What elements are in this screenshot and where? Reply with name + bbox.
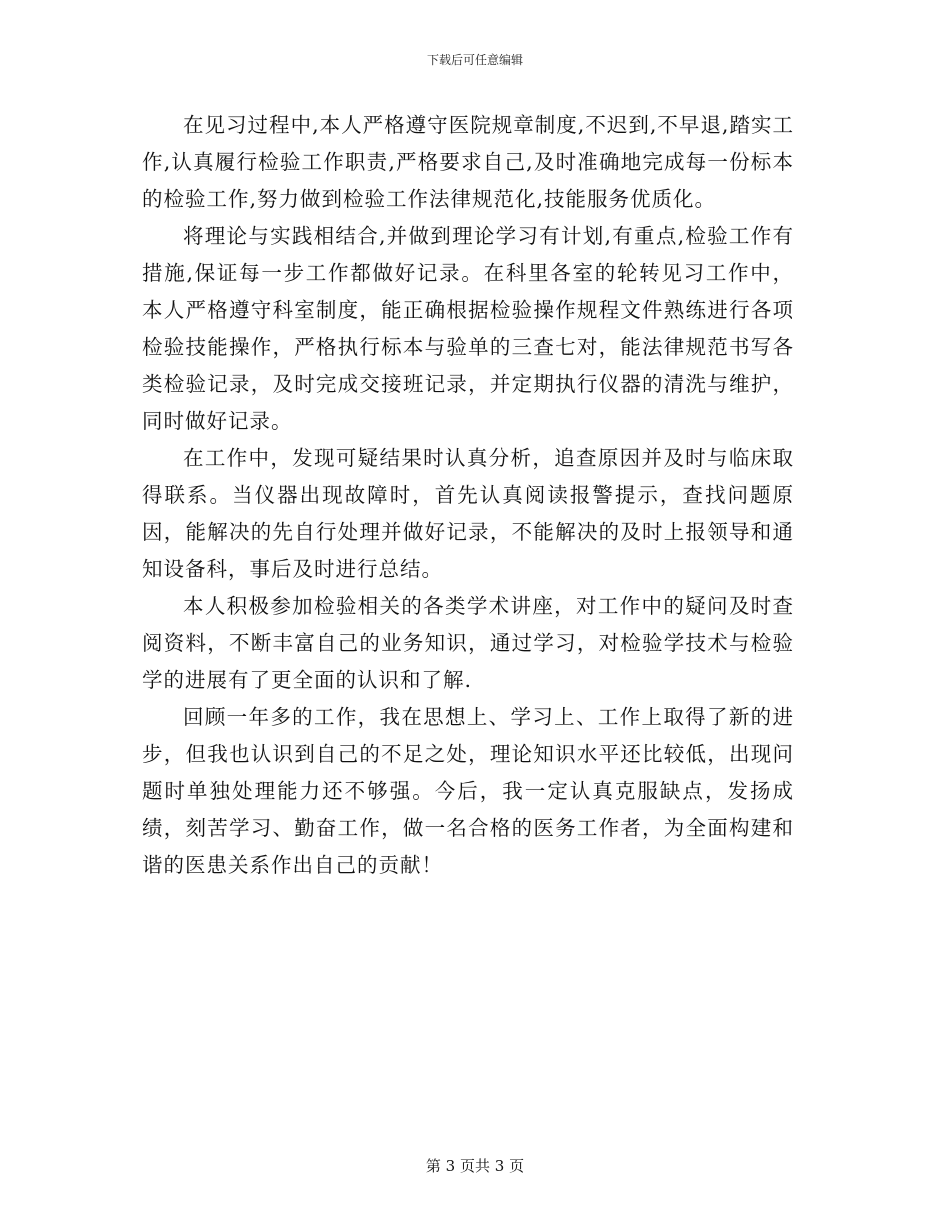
document-body [142,107,794,884]
paragraph-1: 在见习过程中,本人严格遵守医院规章制度,不迟到,不早退,踏实工作,认真履行检验工作职责,严格要求自己,及时准确地完成每一份标本的检验工作,努力做到检验工作法律规范化,技能服务优质化。 [142,113,794,211]
page-header: 下载后可任意编辑 [426,53,523,67]
paragraph-5: 回顾一年多的工作，我在思想上、学习上、工作上取得了新的进步，但我也认识到自己的不足之处，理论知识水平还比较低，出现问题时单独处理能力还不够强。今后，我一定认真克服缺点，发扬成绩，刻苦学习、勤奋工作，做一名合格的医务工作者，为全面构建和谐的医患关系作出自己的贡献！ [142,705,794,877]
paragraph-4: 本人积极参加检验相关的各类学术讲座，对工作中的疑问及时查阅资料，不断丰富自己的业务知识，通过学习，对检验学技术与检验学的进展有了更全面的认识和了解. [142,594,794,692]
paragraph-3: 在工作中，发现可疑结果时认真分析，追查原因并及时与临床取得联系。当仪器出现故障时，首先认真阅读报警提示，查找问题原因，能解决的先自行处理并做好记录，不能解决的及时上报领导和通知设备科，事后及时进行总结。 [142,446,794,581]
paragraph-2: 将理论与实践相结合,并做到理论学习有计划,有重点,检验工作有措施,保证每一步工作都做好记录。在科里各室的轮转见习工作中，本人严格遵守科室制度，能正确根据检验操作规程文件熟练进行各项检验技能操作，严格执行标本与验单的三查七对，能法律规范书写各类检验记录，及时完成交接班记录，并定期执行仪器的清洗与维护，同时做好记录。 [142,224,794,433]
page-number: 第 3 页共 3 页 [425,1157,525,1175]
